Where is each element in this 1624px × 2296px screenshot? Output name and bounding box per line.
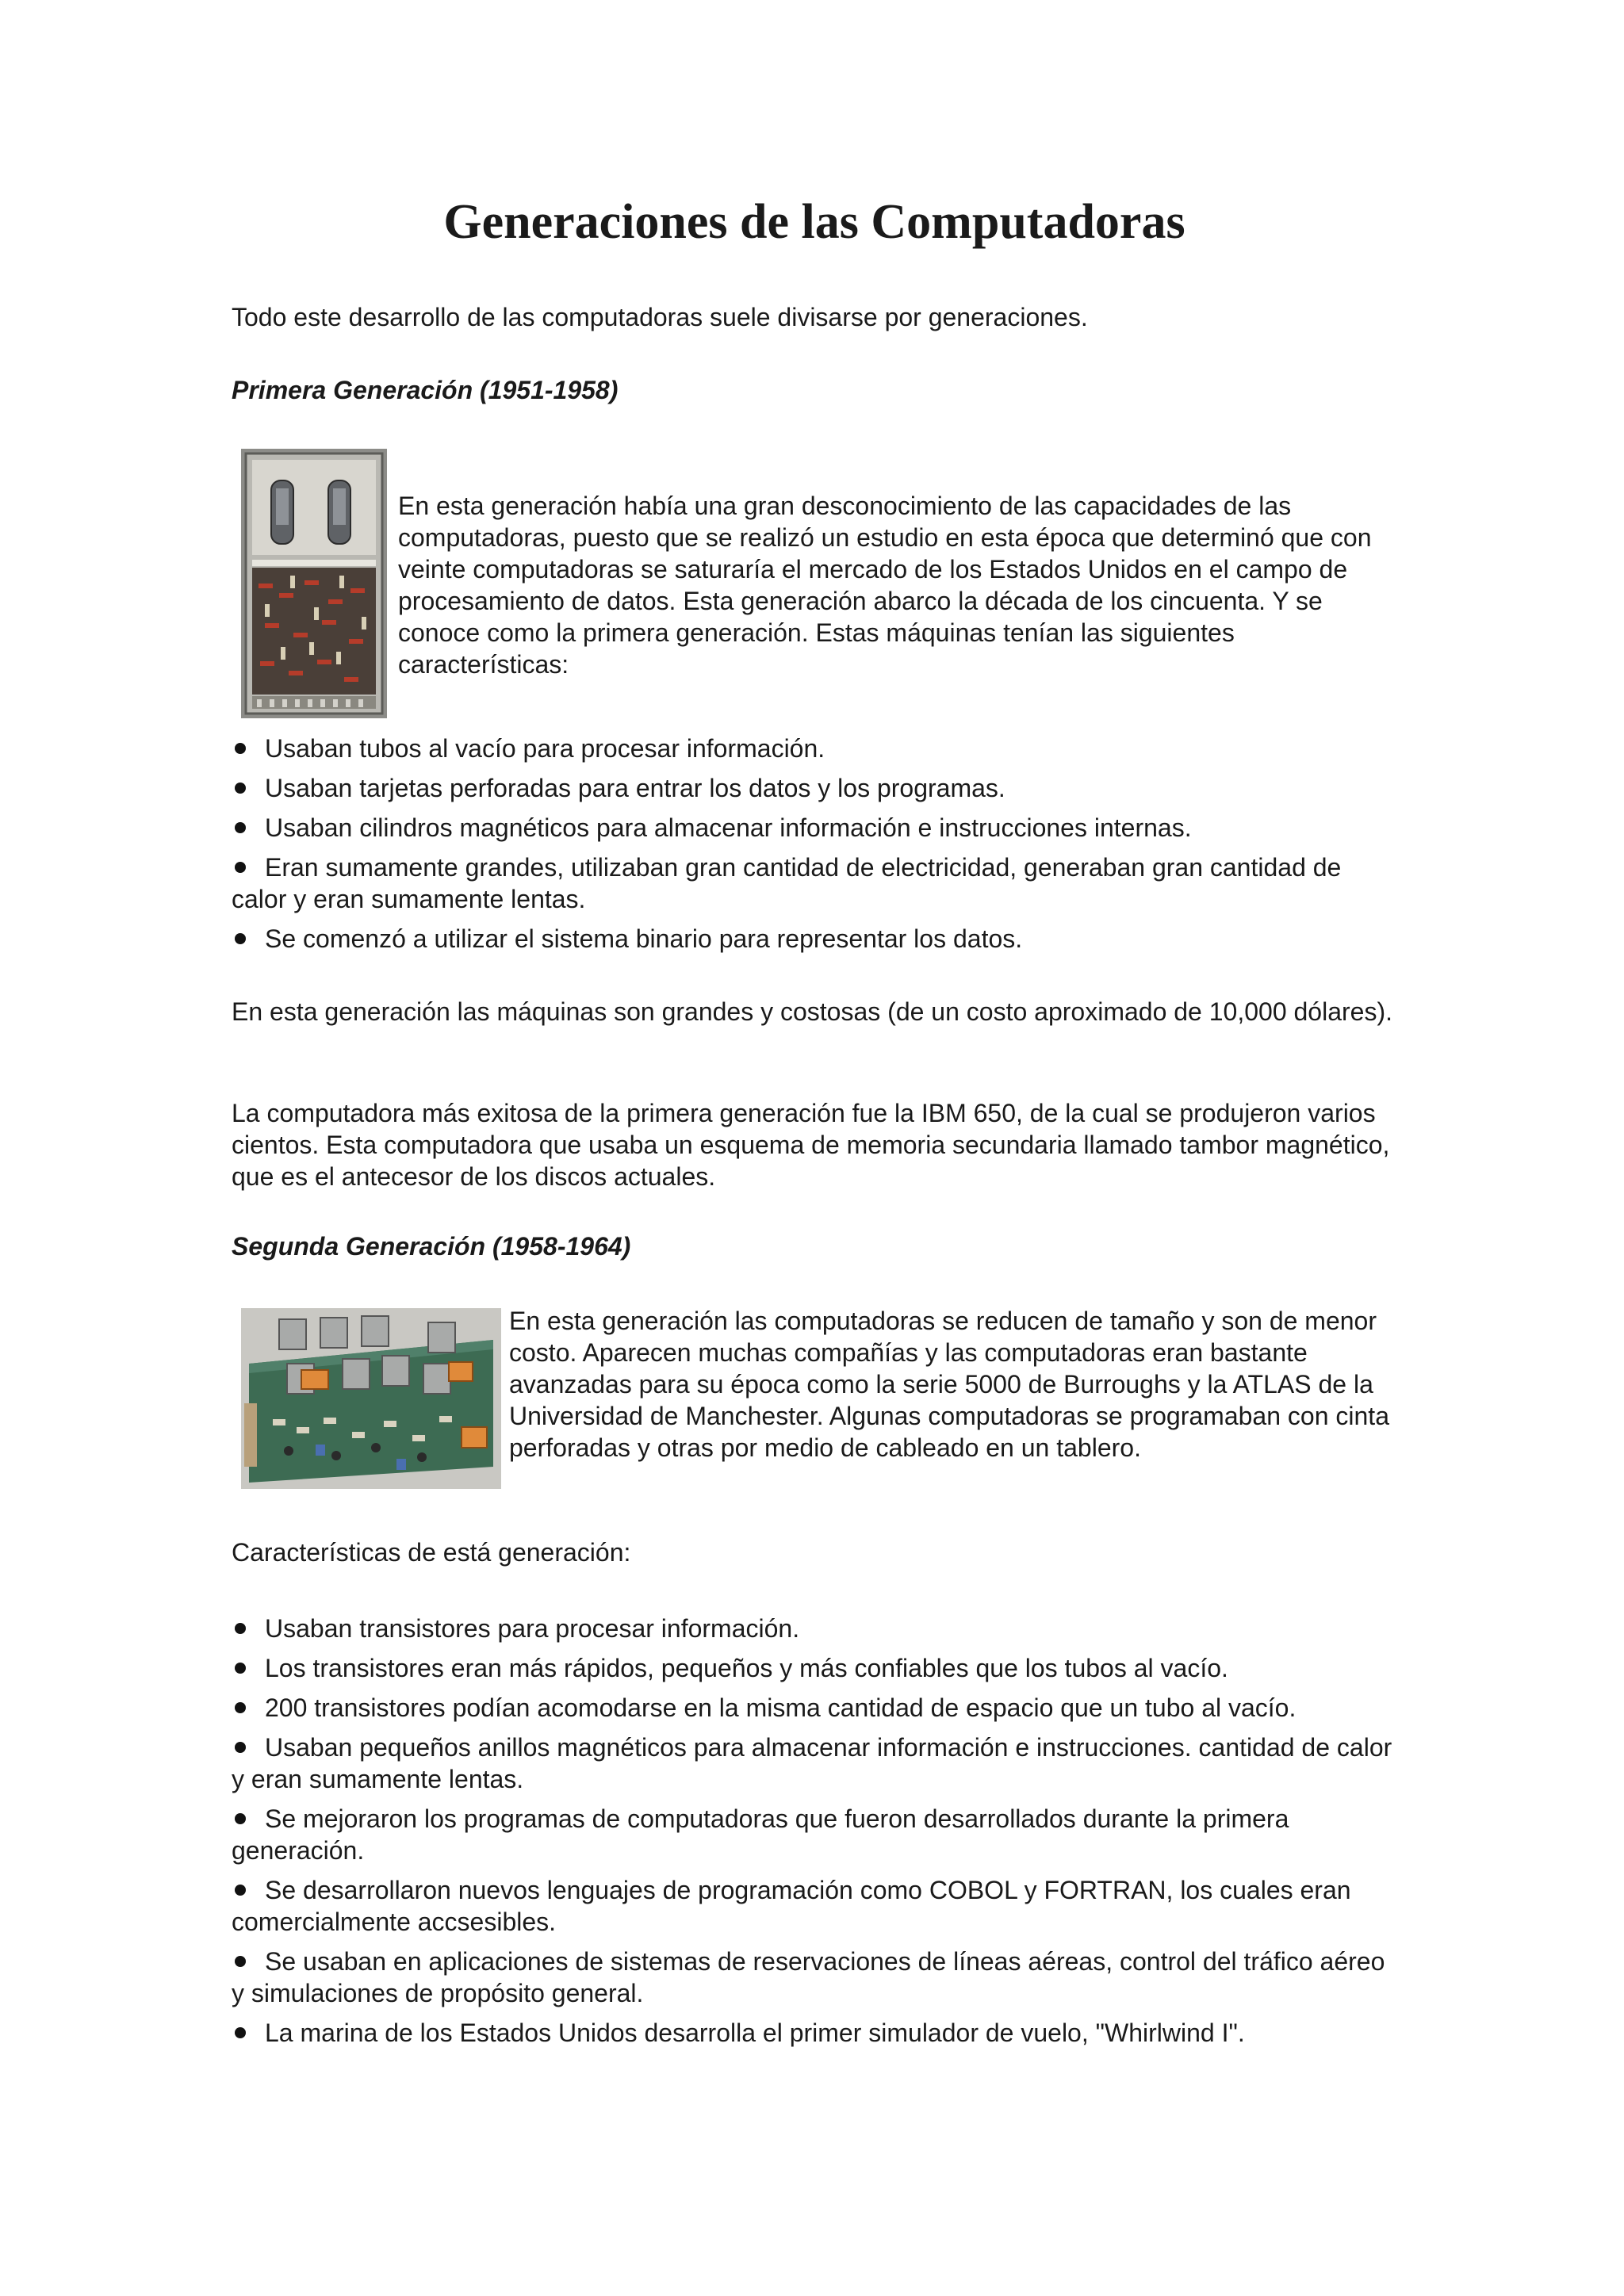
bullet-icon — [235, 822, 246, 833]
bullet-icon — [235, 1885, 246, 1896]
list-item-text: 200 transistores podían acomodarse en la misma cantidad de espacio que un tubo al vacío. — [265, 1693, 1297, 1722]
list-item — [232, 812, 1397, 844]
bullet-icon — [235, 1623, 246, 1634]
second-generation-description: En esta generación las computadoras se reducen de tamaño y son de menor costo. Aparecen muchas compañías y las computadoras eran bastante avanzadas para su época como la serie 5000 de Burroughs y la ATLAS de la Universidad de Manchester. Algunas computadoras se programaban con cinta perforadas y otras por medio de cableado en un tablero. — [509, 1307, 1389, 1462]
vacuum-tube-module-illustration — [241, 449, 387, 718]
bullet-icon — [235, 1663, 246, 1674]
bullet-icon — [235, 783, 246, 794]
bullet-icon — [235, 1813, 246, 1824]
bullet-icon — [235, 933, 246, 944]
list-item — [232, 1732, 1397, 1795]
list-item-text: Eran sumamente grandes, utilizaban gran cantidad de electricidad, generaban gran cantidad de calor y eran sumamente lentas. — [232, 853, 1342, 913]
list-item — [232, 1803, 1397, 1866]
bullet-icon — [235, 862, 246, 873]
bullet-icon — [235, 743, 246, 754]
first-generation-ibm-paragraph: La computadora más exitosa de la primera generación fue la IBM 650, de la cual se produjeron varios cientos. Esta computadora que usaba un esquema de memoria secundaria llamado tambor magnético, que es el antecesor de los discos actuales. — [232, 1099, 1390, 1191]
second-generation-heading: Segunda Generación (1958-1964) — [232, 1232, 631, 1261]
list-item — [232, 923, 1397, 955]
bullet-icon — [235, 1702, 246, 1713]
bullet-icon — [235, 2027, 246, 2038]
list-item-text: La marina de los Estados Unidos desarrolla el primer simulador de vuelo, "Whirlwind I". — [265, 2019, 1245, 2047]
list-item — [232, 1874, 1397, 1938]
list-item — [232, 851, 1397, 915]
bullet-icon — [235, 1956, 246, 1967]
page-title: Generaciones de las Computadoras — [443, 195, 1185, 249]
list-item-text: Los transistores eran más rápidos, pequeños y más confiables que los tubos al vacío. — [265, 1654, 1228, 1682]
list-item-text: Usaban cilindros magnéticos para almacenar información e instrucciones internas. — [265, 813, 1192, 842]
transistor-board-image — [241, 1308, 501, 1489]
list-item-text: Usaban transistores para procesar información. — [265, 1614, 800, 1643]
intro-paragraph: Todo este desarrollo de las computadoras suele divisarse por generaciones. — [232, 303, 1088, 331]
list-item-text: Usaban pequeños anillos magnéticos para almacenar información e instrucciones. cantidad de calor y eran sumamente lentas. — [232, 1733, 1392, 1793]
list-item — [232, 1946, 1397, 2009]
list-item — [232, 733, 1397, 764]
first-generation-heading: Primera Generación (1951-1958) — [232, 376, 619, 404]
second-generation-characteristics-list — [232, 1613, 1397, 2057]
list-item-text: Se usaban en aplicaciones de sistemas de reservaciones de líneas aéreas, control del tráfico aéreo y simulaciones de propósito general. — [232, 1947, 1385, 2007]
list-item — [232, 2017, 1397, 2049]
transistor-board-illustration — [241, 1308, 501, 1489]
second-generation-characteristics-label: Características de está generación: — [232, 1538, 631, 1567]
first-generation-description: En esta generación había una gran desconocimiento de las capacidades de las computadoras, puesto que se realizó un estudio en esta época que determinó que con veinte computadoras se saturaría el mercado de los Estados Unidos en el campo de procesamiento de datos. Esta generación abarco la década de los cincuenta. Y se conoce como la primera generación. Estas máquinas tenían las siguientes características: — [398, 492, 1372, 679]
list-item — [232, 1652, 1397, 1684]
bullet-icon — [235, 1742, 246, 1753]
list-item-text: Se comenzó a utilizar el sistema binario para representar los datos. — [265, 924, 1023, 953]
list-item — [232, 1613, 1397, 1644]
list-item-text: Usaban tubos al vacío para procesar información. — [265, 734, 825, 763]
first-generation-cost-paragraph: En esta generación las máquinas son grandes y costosas (de un costo aproximado de 10,000 dólares). — [232, 997, 1392, 1026]
vacuum-tube-module-image — [241, 449, 387, 718]
list-item — [232, 772, 1397, 804]
list-item-text: Usaban tarjetas perforadas para entrar los datos y los programas. — [265, 774, 1005, 802]
first-generation-characteristics-list — [232, 733, 1397, 962]
list-item-text: Se mejoraron los programas de computadoras que fueron desarrollados durante la primera generación. — [232, 1804, 1289, 1865]
list-item-text: Se desarrollaron nuevos lenguajes de programación como COBOL y FORTRAN, los cuales eran comercialmente accsesibles. — [232, 1876, 1351, 1936]
list-item — [232, 1692, 1397, 1724]
